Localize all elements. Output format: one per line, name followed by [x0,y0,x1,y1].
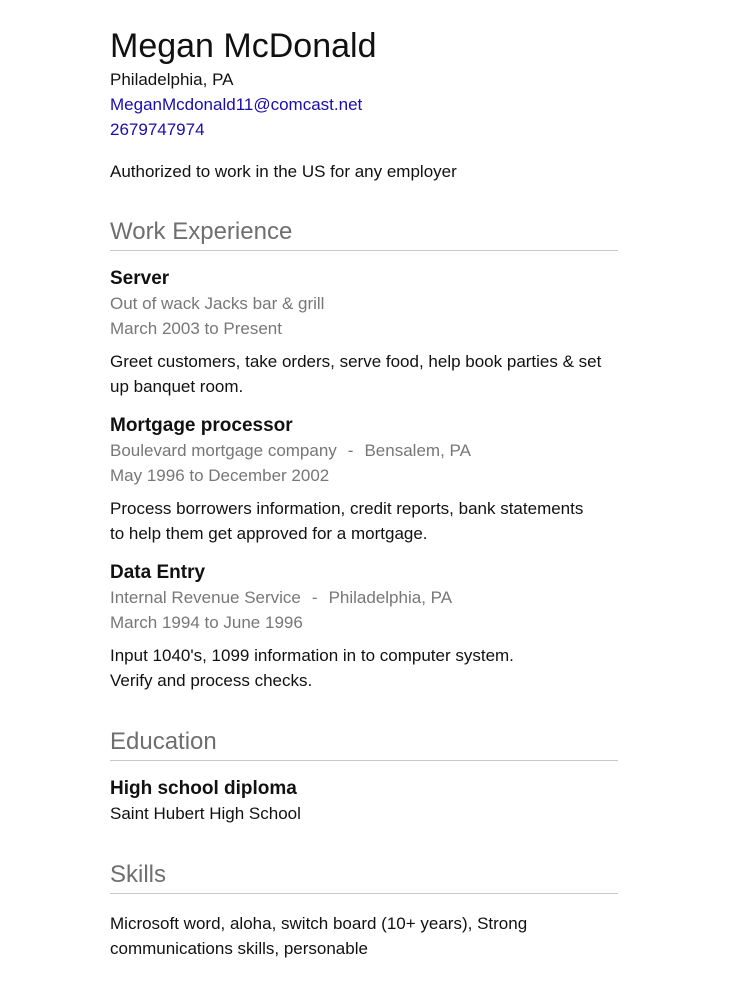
job-company-line [110,585,618,610]
education-entry [110,777,618,826]
job-description-line: to help them get approved for a mortgage. [110,524,428,543]
email-link[interactable]: MeganMcdonald11@comcast.net [110,95,363,114]
job-company: Boulevard mortgage company [110,441,337,460]
meta-separator: - [347,441,354,460]
skills-line: Microsoft word, aloha, switch board (10+ years), Strong [110,914,528,933]
job-location: Philadelphia, PA [328,588,453,607]
job-dates: March 1994 to June 1996 [110,613,303,632]
job-description-line: Input 1040's, 1099 information in to computer system. [110,646,514,665]
work-experience-heading: Work Experience [110,217,618,251]
job-description [110,496,618,546]
job-dates: May 1996 to December 2002 [110,466,330,485]
candidate-location: Philadelphia, PA [110,70,234,89]
degree-title: High school diploma [110,778,297,799]
school-name: Saint Hubert High School [110,804,301,823]
phone-link[interactable]: 2679747974 [110,120,205,139]
job-description-line: Greet customers, take orders, serve food, help book parties & set [110,352,602,371]
meta-separator: - [311,588,318,607]
skills-heading: Skills [110,860,618,894]
job-entry [110,561,618,693]
job-entry [110,267,618,399]
job-company: Internal Revenue Service [110,588,301,607]
job-title: Data Entry [110,562,206,583]
job-description-line: up banquet room. [110,377,244,396]
job-title: Server [110,268,170,289]
job-title: Mortgage processor [110,415,293,436]
work-authorization: Authorized to work in the US for any employer [110,162,457,181]
job-description [110,643,618,693]
job-entry [110,414,618,546]
resume [110,26,618,961]
job-description [110,349,618,399]
skills-line: communications skills, personable [110,939,368,958]
job-company-line [110,291,618,316]
job-description-line: Process borrowers information, credit reports, bank statements [110,499,584,518]
candidate-name: Megan McDonald [110,27,377,65]
skills-text [110,911,618,961]
education-heading: Education [110,727,618,761]
job-company-line [110,438,618,463]
job-dates: March 2003 to Present [110,319,282,338]
job-company: Out of wack Jacks bar & grill [110,294,325,313]
job-description-line: Verify and process checks. [110,671,313,690]
job-location: Bensalem, PA [364,441,471,460]
